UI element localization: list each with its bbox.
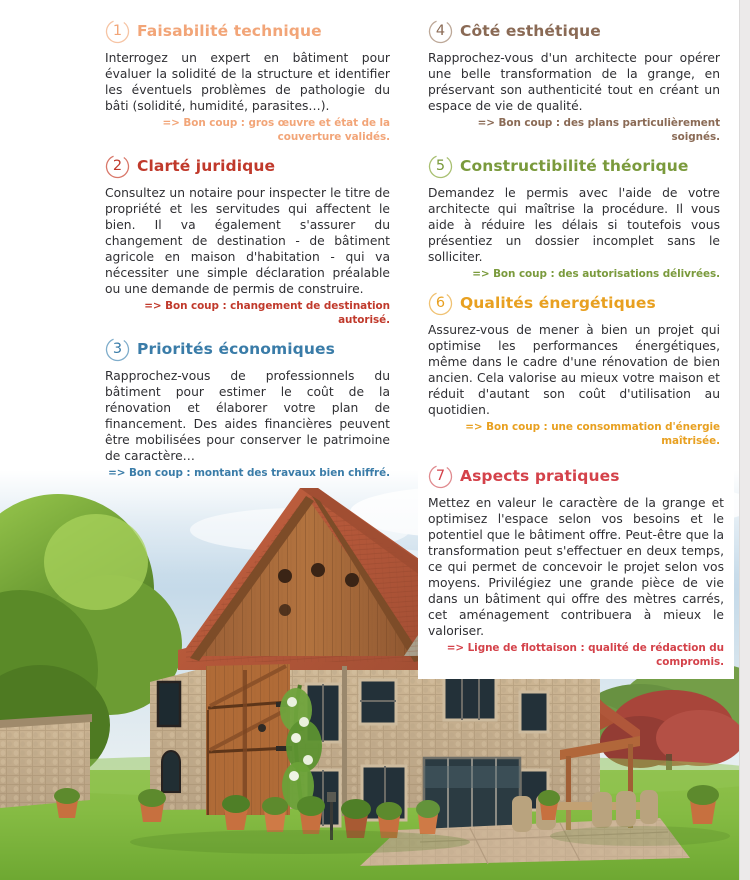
number-badge-4 xyxy=(428,19,453,44)
tip-1-header xyxy=(105,18,390,45)
tip-item-6 xyxy=(428,290,720,448)
tip-2-bon-coup: => Bon coup : changement de destination autorisé. xyxy=(144,300,390,326)
tip-4-body: Rapprochez-vous d'un architecte pour opérer une belle transformation de la grange, en préservant son authenticité tout en créant un espace de vie de qualité. xyxy=(428,51,720,113)
tip-2-header xyxy=(105,153,390,180)
number-badge-3 xyxy=(105,337,130,362)
number-text: 2 xyxy=(112,157,123,174)
number-text: 6 xyxy=(435,294,446,311)
tip-1-bon-coup: => Bon coup : gros œuvre et état de la couverture validés. xyxy=(162,117,390,143)
number-badge-7 xyxy=(428,464,453,489)
page-right-gutter xyxy=(739,0,750,880)
tip-4-header xyxy=(428,18,720,45)
number-text: 5 xyxy=(435,157,446,174)
tip-2-body: Consultez un notaire pour inspecter le titre de propriété et les servitudes qui affectent le bien. Il va également s'assurer du changement de destination - de bâtiment agricole en maison d'habitation - qui va nécessiter une simple déclaration préalable ou une demande de permis de construire. xyxy=(105,186,390,296)
tip-item-7 xyxy=(418,457,734,679)
number-badge-1 xyxy=(105,19,130,44)
tip-item-4 xyxy=(428,18,720,144)
tip-5-header xyxy=(428,153,720,180)
right-column xyxy=(428,0,724,688)
left-column xyxy=(105,0,390,489)
tip-3-title: Priorités économiques xyxy=(137,339,335,358)
tip-7-bon-coup: => Ligne de flottaison : qualité de rédaction du compromis. xyxy=(446,642,724,668)
tip-item-3 xyxy=(105,336,390,480)
tip-6-bon-coup: => Bon coup : une consommation d'énergie maîtrisée. xyxy=(465,421,720,447)
tip-4-title: Côté esthétique xyxy=(460,21,601,40)
number-badge-2 xyxy=(105,154,130,179)
tip-6-body: Assurez-vous de mener à bien un projet qui optimise les performances énergétiques, même dans le cadre d'une rénovation de bien ancien. Cela valorise au mieux votre maison et réduit d'autant son coût d'utilisation au quotidien. xyxy=(428,323,720,417)
tip-5-body: Demandez le permis avec l'aide de votre architecte qui maîtrise la procédure. Il vous aide à réduire les délais si toutefois vous présentiez un dossier incomplet sans le solliciter. xyxy=(428,186,720,264)
tip-item-1 xyxy=(105,18,390,144)
tip-5-bon-coup: => Bon coup : des autorisations délivrées. xyxy=(472,268,720,280)
tip-1-body: Interrogez un expert en bâtiment pour évaluer la solidité de la structure et identifier les éventuels problèmes de pathologie du bâti (solidité, humidité, parasites…). xyxy=(105,51,390,113)
number-text: 1 xyxy=(112,22,123,39)
tip-4-bon-coup: => Bon coup : des plans particulièrement soignés. xyxy=(477,117,720,143)
tip-6-title: Qualités énergétiques xyxy=(460,293,656,312)
tip-1-title: Faisabilité technique xyxy=(137,21,322,40)
tip-3-body: Rapprochez-vous de professionnels du bâtiment pour estimer le coût de la rénovation et élaborer votre plan de financement. Des aides financières peuvent être mobilisées pour conserver le patrimoine de caractère… xyxy=(105,369,390,463)
number-badge-6 xyxy=(428,291,453,316)
tip-5-title: Constructibilité théorique xyxy=(460,156,689,175)
tip-7-body: Mettez en valeur le caractère de la grange et optimisez l'espace selon vos besoins et le potentiel que le bâtiment offre. Peut-être que la transformation peut s'effectuer en deux temps, ce qui permet de concevoir le projet selon vos moyens. Privilégiez une grande pièce de vie dans un bâtiment qui offre des mètres carrés, cet aménagement contribuera à mieux le valoriser. xyxy=(428,496,724,638)
tip-3-header xyxy=(105,336,390,363)
tip-item-5 xyxy=(428,153,720,281)
tip-2-title: Clarté juridique xyxy=(137,156,276,175)
tip-item-2 xyxy=(105,153,390,327)
tip-6-header xyxy=(428,290,720,317)
number-badge-5 xyxy=(428,154,453,179)
number-text: 4 xyxy=(435,22,446,39)
number-text: 7 xyxy=(435,467,446,484)
tip-3-bon-coup: => Bon coup : montant des travaux bien chiffré. xyxy=(108,467,390,479)
number-text: 3 xyxy=(112,340,123,357)
tip-7-header xyxy=(428,463,724,490)
tip-7-title: Aspects pratiques xyxy=(460,466,620,485)
